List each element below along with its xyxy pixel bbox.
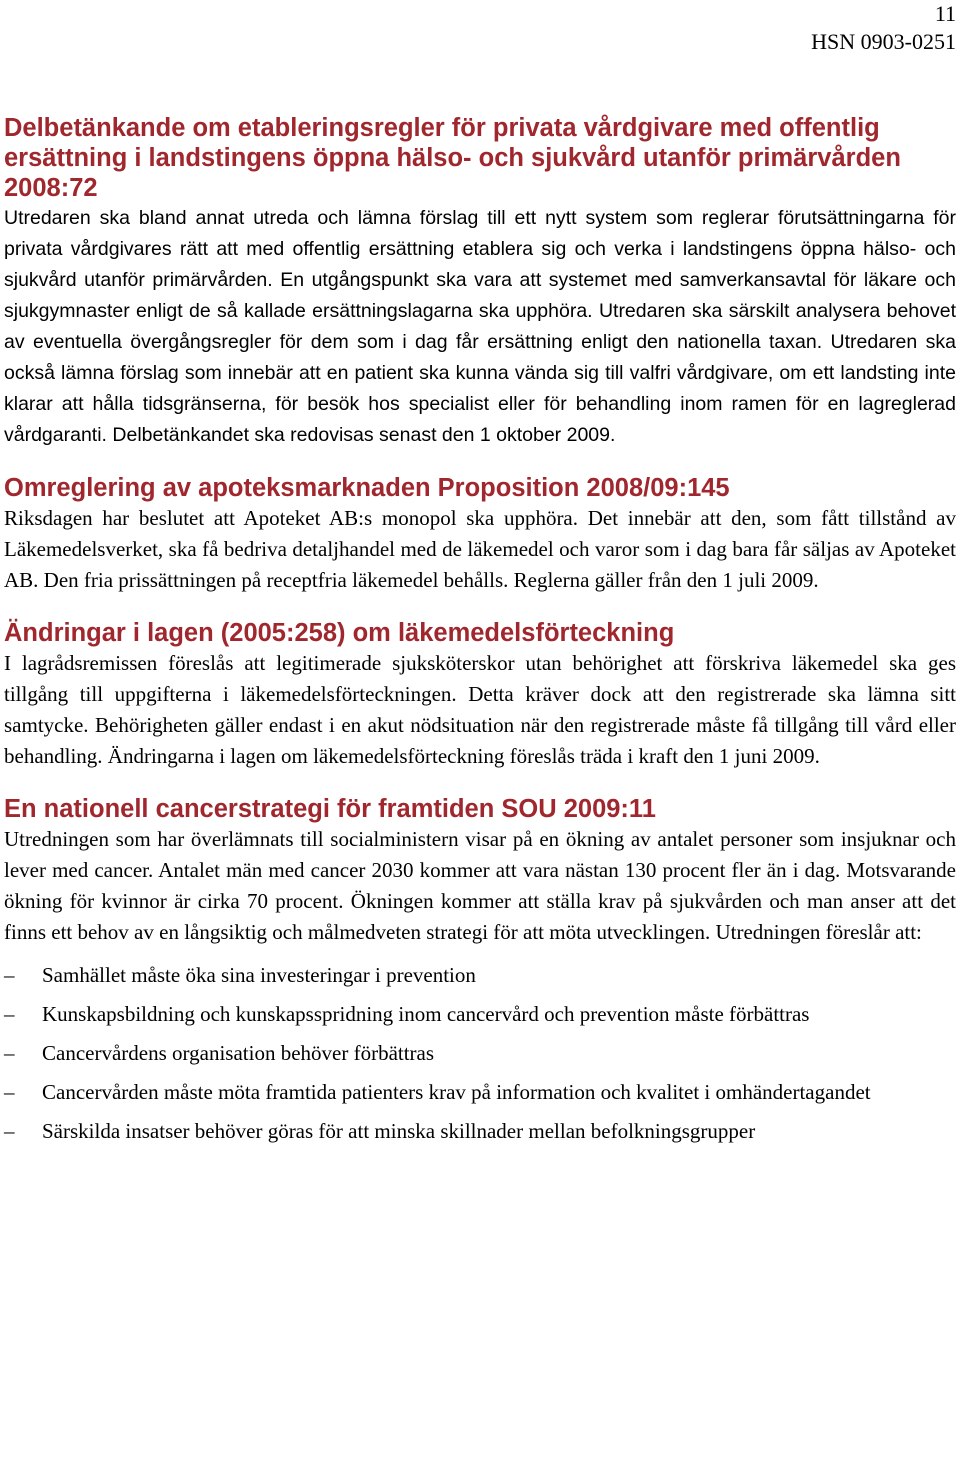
section-title: Ändringar i lagen (2005:258) om läkemedelsförteckning (4, 619, 675, 647)
page-number: 11 (934, 1, 956, 26)
list-item-text: Kunskapsbildning och kunskapsspridning inom cancervård och prevention måste förbättras (42, 1002, 810, 1026)
article-content (4, 113, 956, 1169)
list-item (4, 1116, 956, 1147)
dash-marker: – (4, 1119, 15, 1143)
list-item (4, 1038, 956, 1069)
list-item (4, 999, 956, 1030)
list-item (4, 1077, 956, 1108)
issn-number: HSN 0903-0251 (811, 29, 956, 54)
page-header (811, 0, 956, 56)
list-item-text: Särskilda insatser behöver göras för att minska skillnader mellan befolkningsgrupper (42, 1119, 756, 1143)
section-body: I lagrådsremissen föreslås att legitimerade sjuksköterskor utan behörighet att förskriva läkemedel ska ges tillgång till uppgifterna i läkemedelsförteckningen. Detta kräver dock att den registrerade ska lämna sitt samtycke. Behörigheten gäller endast i en akut nödsituation när den registrerade måste få tillgång till vård eller behandling. Ändringarna i lagen om läkemedelsförteckning föreslås träda i kraft den 1 juni 2009. (4, 651, 956, 768)
section-apoteksmarknaden (4, 473, 956, 596)
dash-marker: – (4, 963, 15, 987)
section-cancerstrategi (4, 794, 956, 1147)
section-body: Utredaren ska bland annat utreda och lämna förslag till ett nytt system som reglerar förutsättningarna för privata vårdgivares rätt att med offentlig ersättning etablera sig och verka i landstingens öppna hälso- och sjukvård utanför primärvården. En utgångspunkt ska vara att systemet med samverkansavtal för läkare och sjukgymnaster enligt de så kallade ersättningslagarna ska upphöra. Utredaren ska särskilt analysera behovet av eventuella övergångsregler för dem som i dag får ersättning enligt den nationella taxan. Utredaren ska också lämna förslag som innebär att en patient ska kunna vända sig till valfri vårdgivare, om ett landsting inte klarar att hålla tidsgränserna, för besök hos specialist eller för behandling inom ramen för en lagreglerad vårdgaranti. Delbetänkandet ska redovisas senast den 1 oktober 2009. (4, 207, 956, 446)
list-item-text: Samhället måste öka sina investeringar i prevention (42, 963, 476, 987)
proposal-list (4, 960, 956, 1147)
section-body: Riksdagen har beslutet att Apoteket AB:s monopol ska upphöra. Det innebär att den, som fått tillstånd av Läkemedelsverket, ska få bedriva detaljhandel med de läkemedel och varor som i dag bara får säljas av Apoteket AB. Den fria prissättningen på receptfria läkemedel behålls. Reglerna gäller från den 1 juli 2009. (4, 506, 956, 592)
dash-marker: – (4, 1002, 15, 1026)
dash-marker: – (4, 1041, 15, 1065)
list-item-text: Cancervården måste möta framtida patienters krav på information och kvalitet i omhändertagandet (42, 1080, 871, 1104)
section-title: Delbetänkande om etableringsregler för privata vårdgivare med offentlig ersättning i landstingens öppna hälso- och sjukvård utanför primärvården 2008:72 (4, 114, 901, 202)
dash-marker: – (4, 1080, 15, 1104)
section-body: Utredningen som har överlämnats till socialministern visar på en ökning av antalet personer som insjuknar och lever med cancer. Antalet män med cancer 2030 kommer att vara nästan 130 procent fler än i dag. Motsvarande ökning för kvinnor är cirka 70 procent. Ökningen kommer att ställa krav på sjukvården och man anser att det finns ett behov av en långsiktig och målmedveten strategi för att möta utvecklingen. Utredningen föreslår att: (4, 827, 956, 944)
section-title: Omreglering av apoteksmarknaden Proposition 2008/09:145 (4, 474, 730, 502)
section-title: En nationell cancerstrategi för framtiden SOU 2009:11 (4, 795, 656, 823)
list-item-text: Cancervårdens organisation behöver förbättras (42, 1041, 435, 1065)
section-etableringsregler (4, 113, 956, 451)
section-lakemedelsforteckning (4, 618, 956, 772)
list-item (4, 960, 956, 991)
